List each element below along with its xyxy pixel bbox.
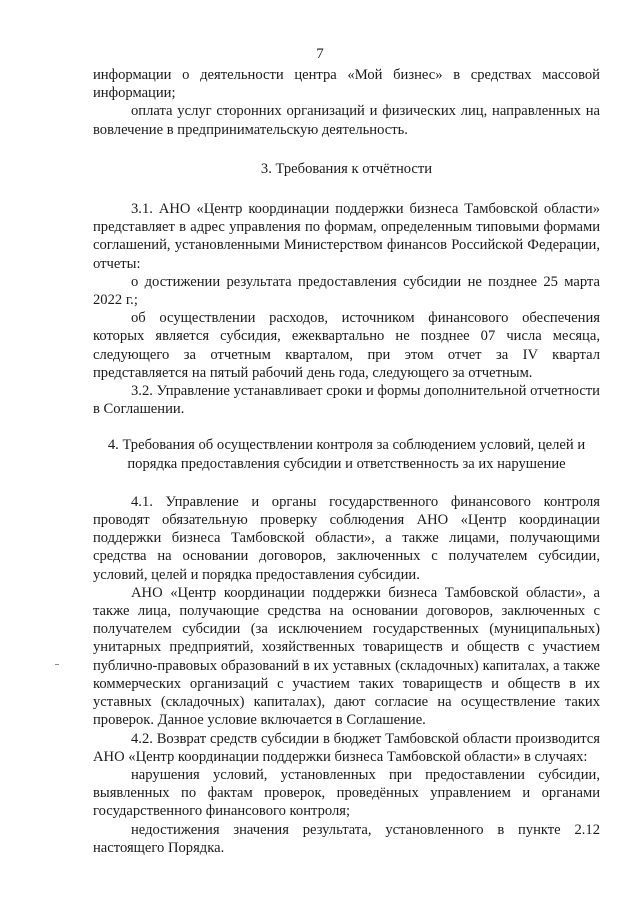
paragraph: 4.1. Управление и органы государственного финансового контроля проводят обязательную проверку соблюдения АНО «Центр координации поддержки бизнеса Тамбовской области», а также лицами, получающими средства на основании договоров, заключенных с получателем субсидии, условий, целей и порядка предоставления субсидии. [93, 493, 600, 583]
paragraph: 3.1. АНО «Центр координации поддержки бизнеса Тамбовской области» представляет в адрес управления по формам, определенным типовыми формами соглашений, установленными Министерством финансов Российской Федерации, отчеты: [93, 201, 600, 272]
paragraph: нарушения условий, установленных при предоставлении субсидии, выявленных по фактам проверок, проведённых управлением и органами государственного финансового контроля; [93, 766, 600, 820]
section-4-heading: 4. Требования об осуществлении контроля за соблюдением условий, целей и порядка предоставления субсидии и ответственность за их нарушение [107, 437, 586, 472]
scan-mark [55, 664, 59, 665]
paragraph: информации о деятельности центра «Мой бизнес» в средствах массовой информации; [93, 67, 600, 102]
paragraph: оплата услуг сторонних организаций и физических лиц, направленных на вовлечение в предпринимательскую деятельность. [93, 103, 600, 138]
document-body [93, 66, 600, 857]
paragraph: недостижения значения результата, установленного в пункте 2.12 настоящего Порядка. [93, 821, 600, 856]
paragraph: о достижении результата предоставления субсидии не позднее 25 марта 2022 г.; [93, 273, 600, 309]
paragraph: АНО «Центр координации поддержки бизнеса Тамбовской области», а также лица, получающие средства на основании договоров, заключенных с получателем субсидии (за исключением государственных (муниципальных) унитарных предприятий, хозяйственных товариществ и обществ с участием публично-правовых образований в их уставных (складочных) капиталах, а также коммерческих организаций с участием таких товариществ и обществ в их уставных (складочных) капиталах), дают согласие на осуществление таких проверок. Данное условие включается в Соглашение. [93, 584, 600, 729]
section-3-heading: 3. Требования к отчётности [260, 160, 433, 177]
paragraph: 3.2. Управление устанавливает сроки и формы дополнительной отчетности в Соглашении. [93, 383, 600, 418]
paragraph: об осуществлении расходов, источником финансового обеспечения которых является субсидия, ежеквартально не позднее 07 числа месяца, следующего за отчетным кварталом, при этом отчет за IV квартал представляется на пятый рабочий день года, следующего за отчетным. [93, 310, 600, 381]
page-number: 7 [316, 46, 324, 62]
paragraph: 4.2. Возврат средств субсидии в бюджет Тамбовской области производится АНО «Центр координации поддержки бизнеса Тамбовской области» в случаях: [93, 730, 600, 765]
